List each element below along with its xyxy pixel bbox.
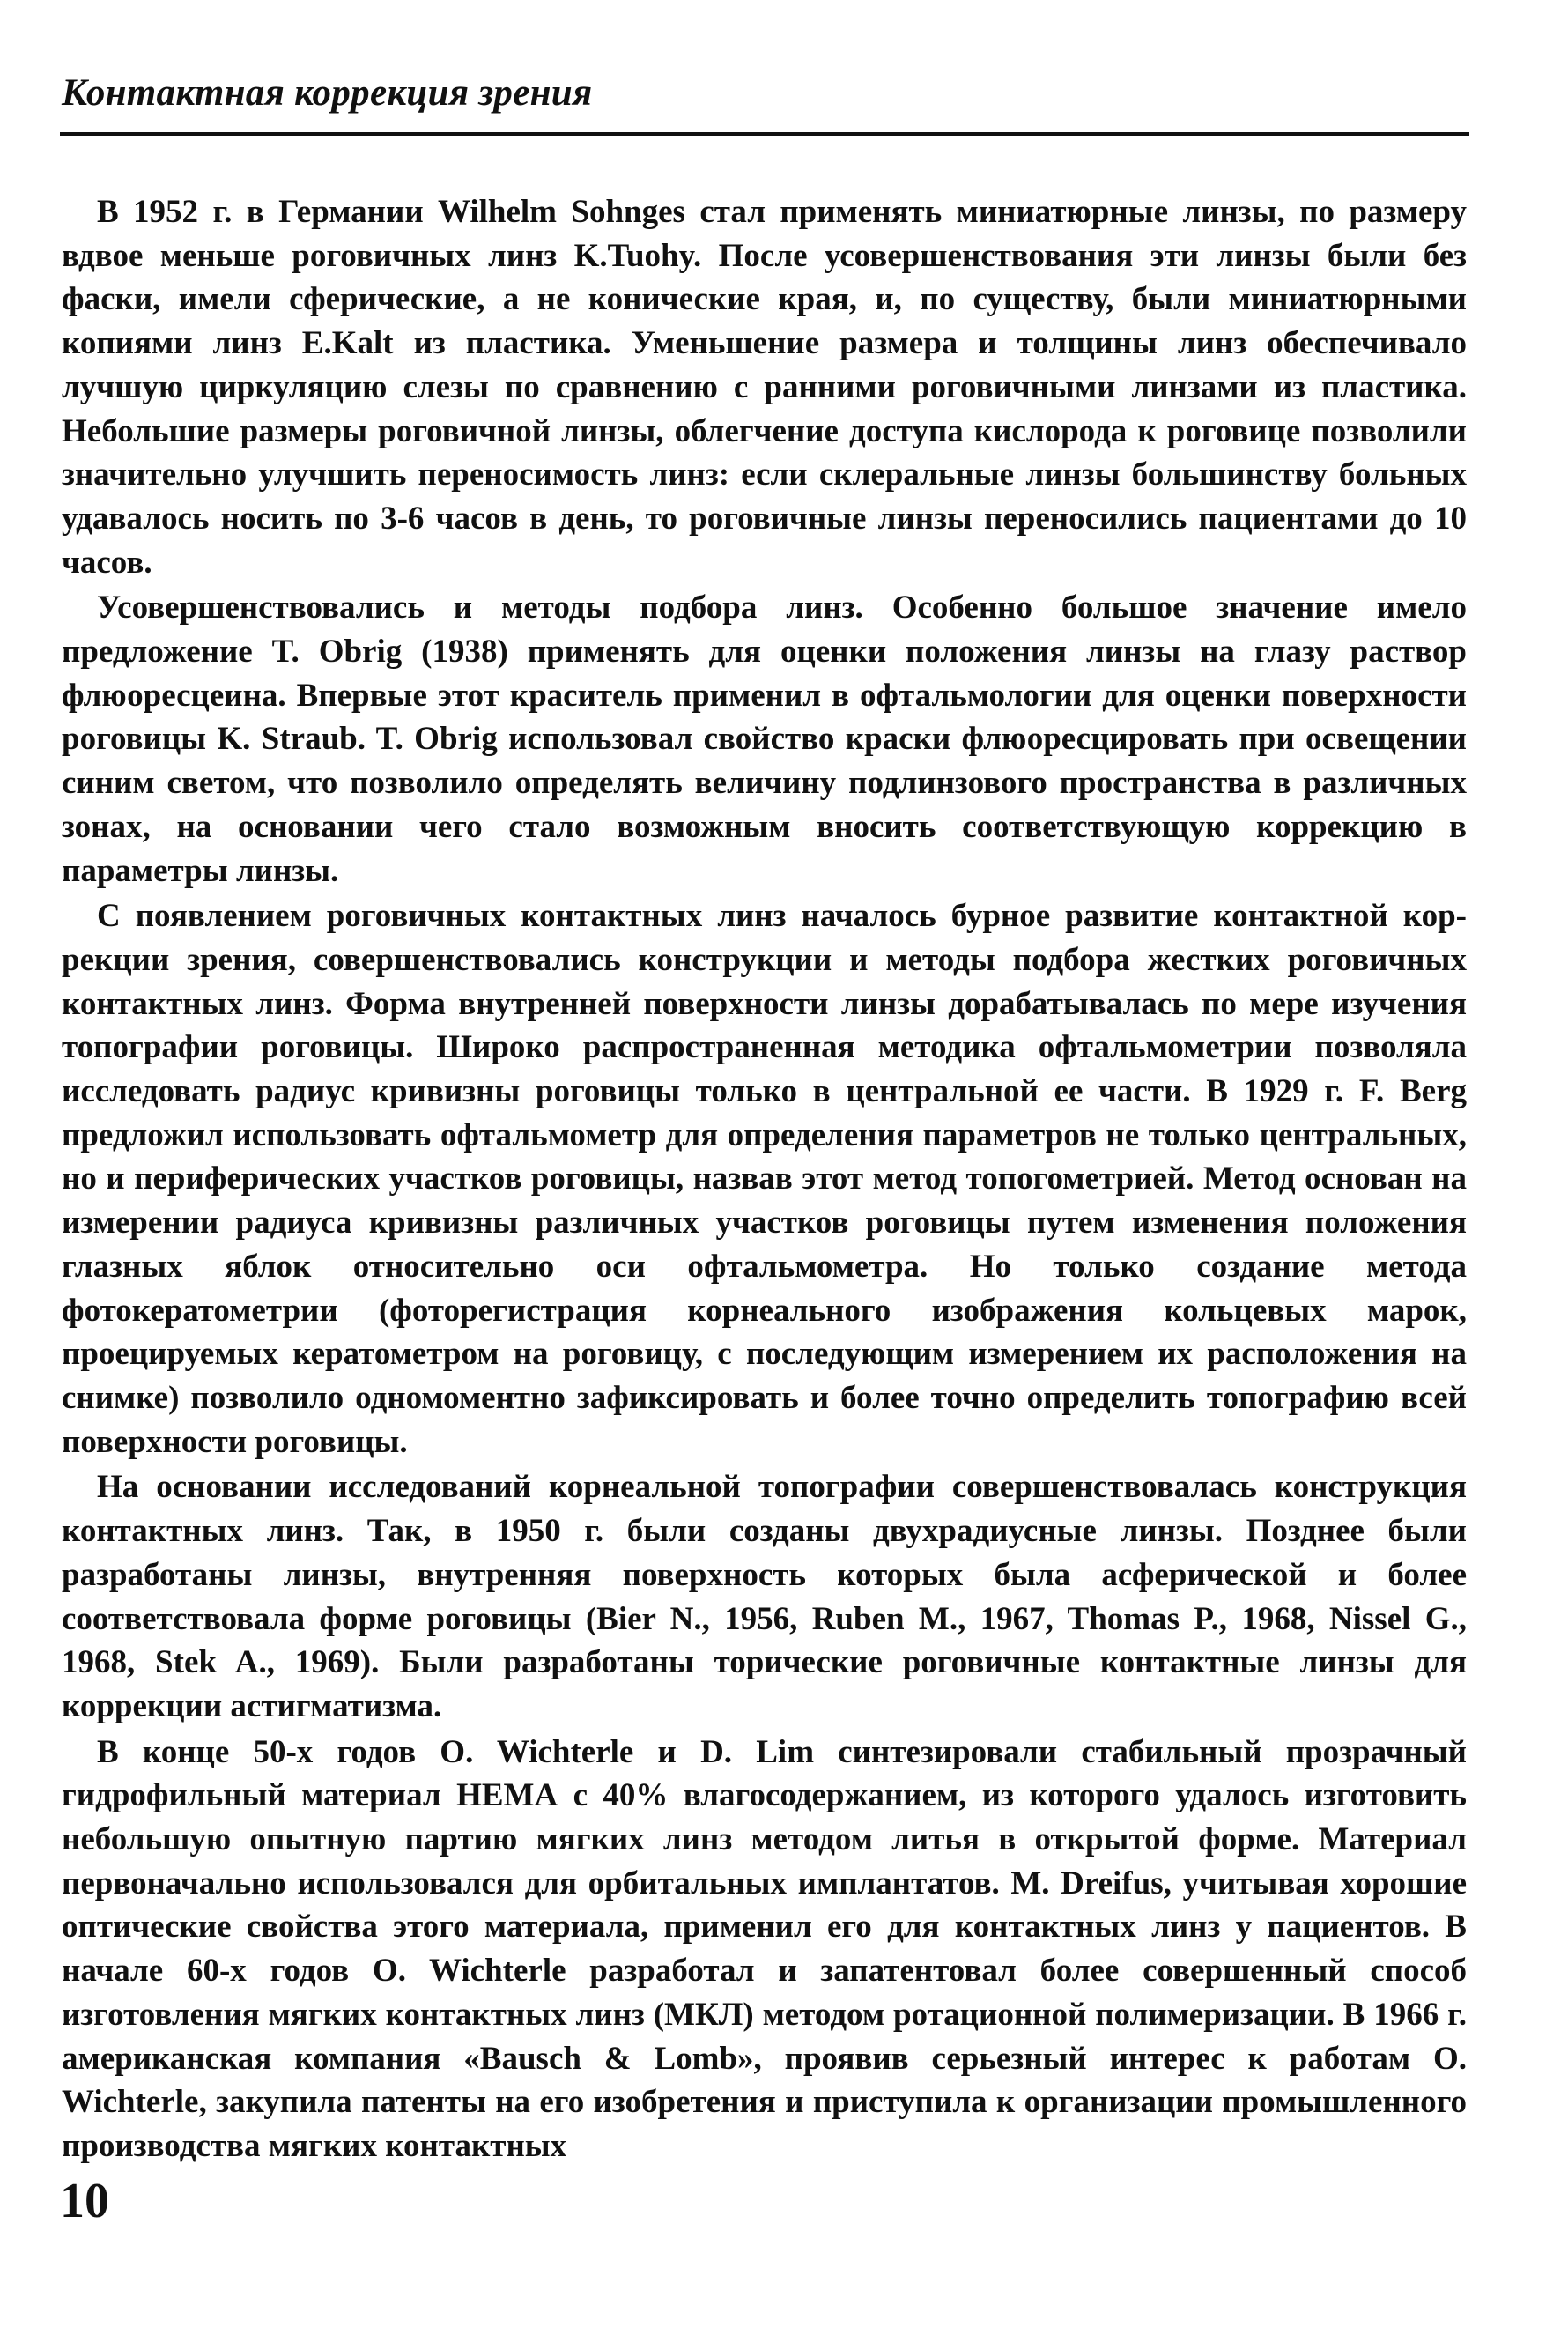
running-header: Контактная коррекция зрения	[62, 72, 593, 114]
paragraph-3: С появлением роговичных контактных линз началось бурное развитие контактной коррекции зрения, совершенствовались конструкции и методы подбора жестких роговичных контактных линз. Форма внутренней поверхности линзы дорабатывалась по мере изучения топографии роговицы. Широко распространенная методика офтальмометрии позволяла исследовать радиус кривизны роговицы только в центральной ее части. В 1929 г. F. Berg предложил использовать офтальмометр для определения параметров не только центральных, но и периферических участков роговицы, назвав этот метод топогометрией. Метод основан на измерении радиуса кривизны различных участков роговицы путем изменения положения глазных яблок относительно оси офтальмометра. Но только создание метода фотокератометрии (фоторегистрация корнеального изображения кольцевых марок, проецируемых кератометром на роговицу, с последующим измерением их расположения на снимке) позволило одномоментно зафиксировать и более точно определить топографию всей поверхности роговицы.	[62, 898, 1467, 1460]
paragraph-2: Усовершенствовались и методы подбора линз. Особенно большое значение имело предложение T. Obrig (1938) применять для оценки положения линзы на глазу раствор флюоресцеина. Впервые этот краситель применил в офтальмологии для оценки поверхности роговицы K. Straub. T. Obrig использовал свойство краски флюоресцировать при освещении синим светом, что позволило определять величину подлинзового пространства в различных зонах, на основании чего стало возможным вносить соответствующую коррекцию в параметры линзы.	[62, 589, 1467, 889]
header-rule	[60, 132, 1469, 136]
paragraph-1: В 1952 г. в Германии Wilhelm Sohnges стал применять миниатюрные линзы, по размеру вдвое меньше роговичных линз K.Tuohy. После усовершенствования эти линзы были без фаски, имели сферические, а не конические края, и, по существу, были миниатюрными копиями линз E.Kalt из пластика. Уменьшение размера и толщины линз обеспечивало лучшую циркуляцию слезы по сравнению с ранними роговичными линзами из пластика. Небольшие размеры роговичной линзы, облегчение доступа кислорода к роговице позволили значительно улучшить переносимость линз: если склеральные линзы большинству больных удавалось носить по 3-6 часов в день, то роговичные линзы переносились пациентами до 10 часов.	[62, 194, 1467, 581]
page-number: 10	[60, 2174, 109, 2228]
body-text	[62, 190, 1467, 2170]
paragraph-4: На основании исследований корнеальной топографии совершенствовалась конструкция контактных линз. Так, в 1950 г. были созданы двухрадиусные линзы. Позднее были разработаны линзы, внутренняя поверхность которых была асферической и более соответствовала форме роговицы (Bier N., 1956, Ruben M., 1967, Thomas P., 1968, Nissel G., 1968, Stek A., 1969). Были разработаны торические роговичные контактные линзы для коррекции астигматизма.	[62, 1469, 1467, 1724]
paragraph-5: В конце 50-х годов O. Wichterle и D. Lim синтезировали стабильный прозрачный гидрофильный материал НЕМА с 40% влагосодержанием, из которого удалось изготовить небольшую опытную партию мягких линз методом литья в открытой форме. Материал первоначально использовался для орбитальных имплантатов. M. Dreifus, учитывая хорошие оптические свойства этого материала, применил его для контактных линз у пациентов. В начале 60-х годов O. Wichterle разработал и запатентовал более совершенный способ изготовления мягких контактных линз (МКЛ) методом ротационной полимеризации. В 1966 г. американская компания «Bausch & Lomb», проявив серьезный интерес к работам O. Wichterle, закупила патенты на его изобретения и приступила к организации промышленного производства мягких контактных	[62, 1733, 1467, 2164]
